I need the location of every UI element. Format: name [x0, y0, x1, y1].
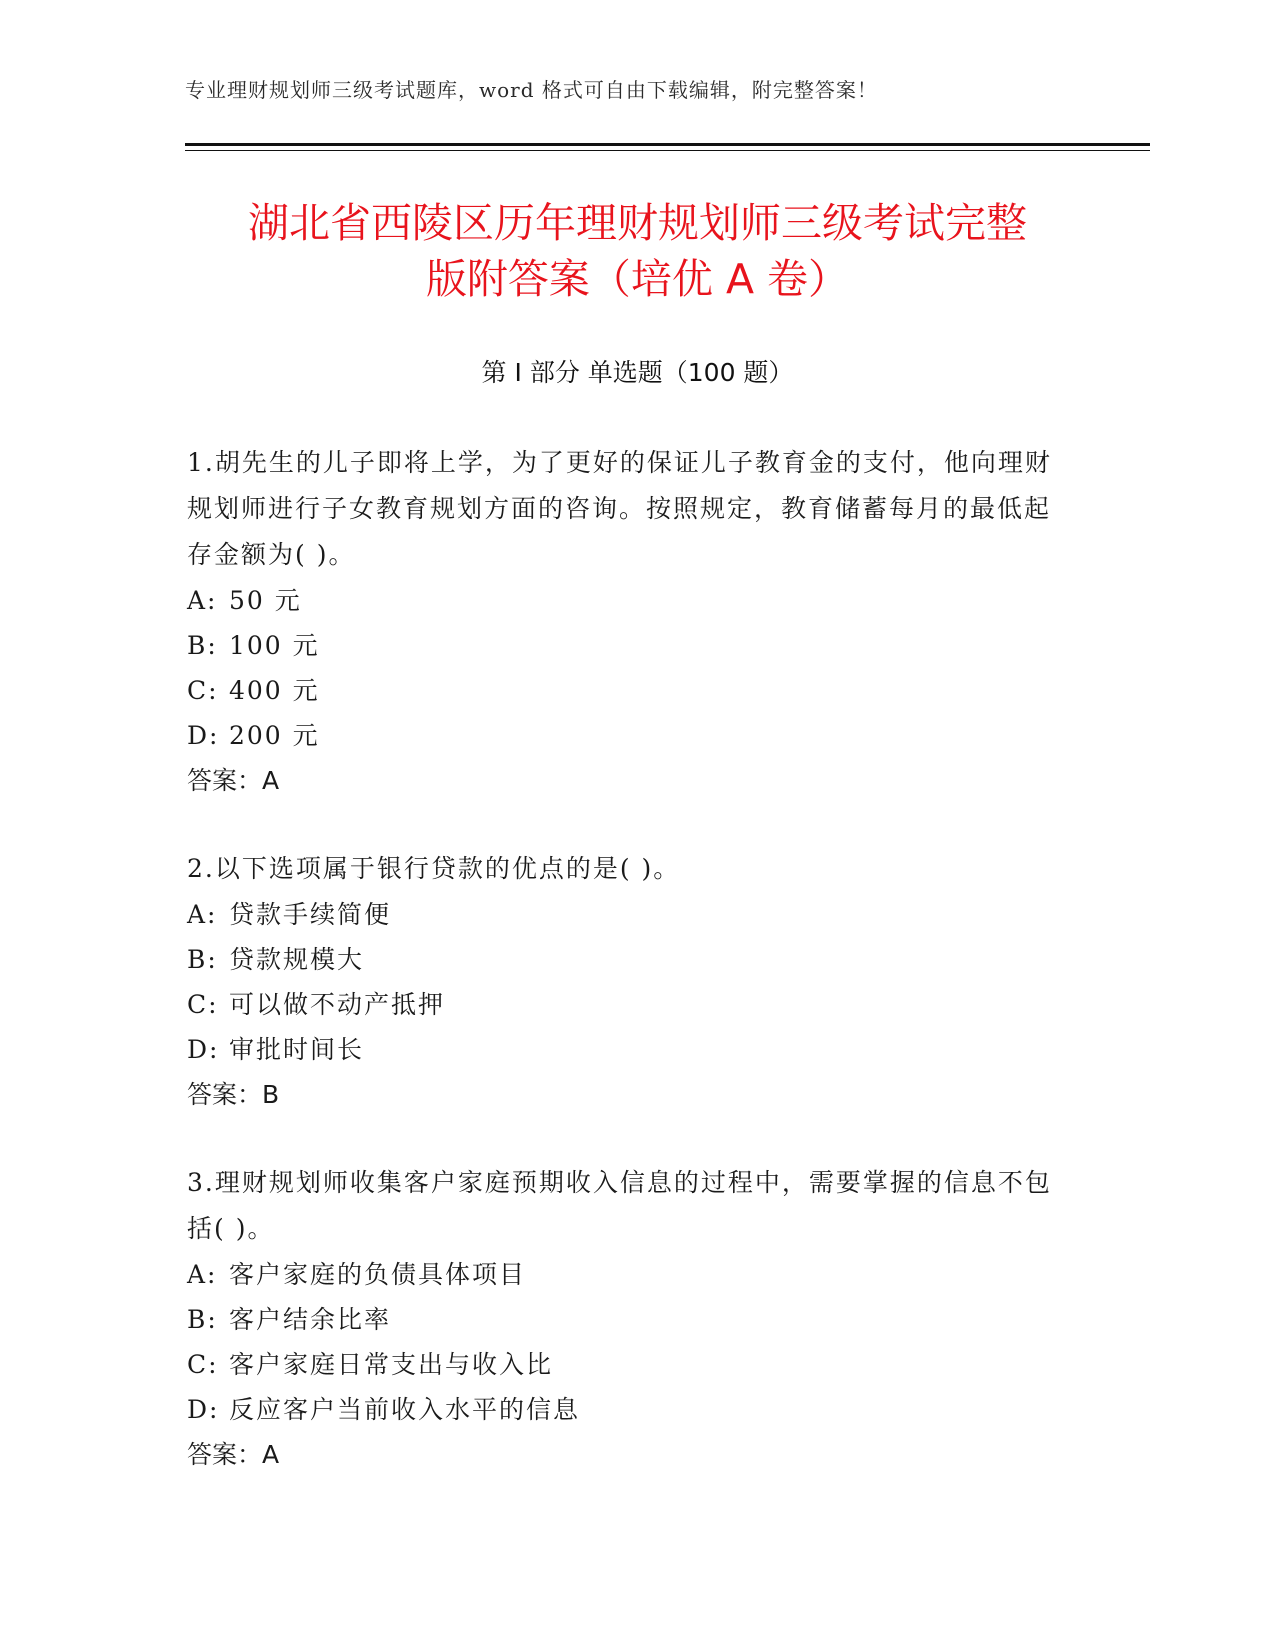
option-d	[187, 1387, 1067, 1432]
option-text: 100 元	[229, 631, 320, 660]
option-key: C:	[187, 1350, 219, 1379]
question-list	[187, 440, 1067, 1520]
option-text: 可以做不动产抵押	[229, 990, 446, 1019]
option-b	[187, 623, 1067, 668]
option-key: C:	[187, 676, 219, 705]
document-title-line-1: 湖北省西陵区历年理财规划师三级考试完整	[248, 199, 1027, 247]
option-key: B:	[187, 631, 218, 660]
option-text: 贷款规模大	[229, 945, 365, 974]
option-d	[187, 713, 1067, 758]
option-c	[187, 668, 1067, 713]
option-key: C:	[187, 990, 219, 1019]
option-text: 反应客户当前收入水平的信息	[229, 1395, 581, 1424]
header-rule-thin	[185, 150, 1150, 151]
section-heading: 第 I 部分 单选题（100 题）	[481, 358, 794, 387]
option-text: 客户家庭日常支出与收入比	[229, 1350, 554, 1379]
question-1	[187, 440, 1067, 804]
option-text: 50 元	[229, 586, 302, 615]
question-3	[187, 1160, 1067, 1478]
question-stem: 2.以下选项属于银行贷款的优点的是( )。	[187, 854, 681, 883]
question-stem: 3.理财规划师收集客户家庭预期收入信息的过程中，需要掌握的信息不包括( )。	[187, 1168, 1052, 1243]
option-key: A:	[187, 586, 218, 615]
option-text: 审批时间长	[229, 1035, 365, 1064]
question-2	[187, 846, 1067, 1118]
option-key: D:	[187, 721, 220, 750]
document-title-line-2: 版附答案（培优 A 卷）	[425, 255, 850, 303]
answer: 答案：A	[187, 1440, 280, 1469]
document-title	[150, 195, 1125, 307]
answer: 答案：A	[187, 766, 280, 795]
option-text: 客户结余比率	[229, 1305, 392, 1334]
option-text: 200 元	[229, 721, 320, 750]
option-a	[187, 892, 1067, 937]
option-c	[187, 982, 1067, 1027]
option-key: B:	[187, 945, 218, 974]
option-key: D:	[187, 1035, 220, 1064]
option-b	[187, 937, 1067, 982]
option-key: D:	[187, 1395, 220, 1424]
option-c	[187, 1342, 1067, 1387]
header-rule-thick	[185, 143, 1150, 146]
option-text: 400 元	[229, 676, 320, 705]
answer: 答案：B	[187, 1080, 280, 1109]
option-b	[187, 1297, 1067, 1342]
option-a	[187, 578, 1067, 623]
question-stem: 1.胡先生的儿子即将上学，为了更好的保证儿子教育金的支付，他向理财规划师进行子女教育规划方面的咨询。按照规定，教育储蓄每月的最低起存金额为( )。	[187, 448, 1052, 569]
option-d	[187, 1027, 1067, 1072]
option-key: B:	[187, 1305, 218, 1334]
page-header: 专业理财规划师三级考试题库，word 格式可自由下载编辑，附完整答案！	[185, 78, 878, 102]
option-a	[187, 1252, 1067, 1297]
option-key: A:	[187, 900, 218, 929]
option-text: 客户家庭的负债具体项目	[229, 1260, 527, 1289]
option-text: 贷款手续简便	[229, 900, 392, 929]
option-key: A:	[187, 1260, 218, 1289]
